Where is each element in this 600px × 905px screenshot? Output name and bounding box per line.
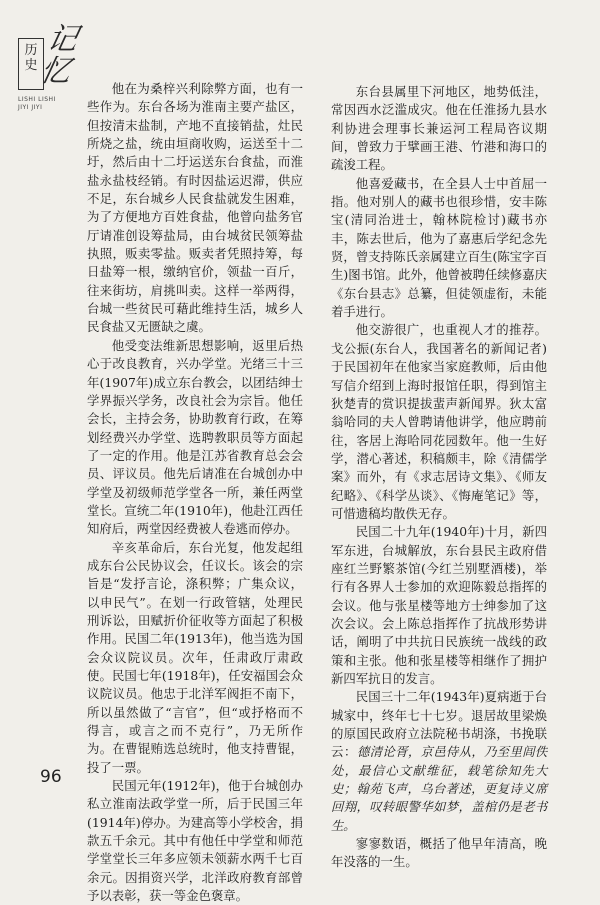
logo-script-char: 记 [43,22,82,57]
paragraph: 民国二十九年(1940年)十月，新四军东进，台城解放，东台县民主政府借座红兰野繁茶馆(今红兰别墅酒楼)，举行有各界人士参加的欢迎陈毅总指挥的会议。他与张星楼等地方士绅参加了这次会议。会上陈总指挥作了抗战形势讲话，阐明了中共抗日民族统一战线的政策和主张。他和张星楼等相继作了拥护新四军抗日的发言。 [331,524,547,686]
paragraph: 他受变法维新思想影响，返里后热心于改良教育，兴办学堂。光绪三十三年(1907年)成立东台教会，以团结绅士学界振兴学务，改良社会为宗旨。他任会长，主持会务，协助教育行政，在筹划经费兴办学堂、选聘教职员等方面起了一定的作用。他是江苏省教育总会会员、评议员。他先后请准在台城创办中学堂及初级师范学堂各一所，兼任两堂堂长。宣统二年(1910年)，他赴江西任知府后，两堂因经费被人卷逃而停办。 [87,337,303,537]
logo-box-char: 史 [24,58,38,73]
closing-paragraph: 寥寥数语，概括了他早年清高，晚年没落的一生。 [331,836,547,870]
logo-script-char: 忆 [36,54,75,89]
page-number: 96 [40,767,62,787]
right-text-column [331,83,547,872]
logo-script [37,24,91,88]
paragraph-with-couplet [331,688,547,835]
logo-box-char: 历 [24,43,38,58]
section-logo [18,24,82,112]
elegiac-couplet: 德清论胥，京邑侍从，乃至里闾佚处，最信心文献维征，载笔徐知先大史；翰苑飞声，乌台著述，更复诗义席回翔，叹转眼警华如梦，盖棺仍是老书生。 [331,744,548,833]
paragraph-text: 民国三十二年(1943年)夏病逝于台城家中，终年七十七岁。退居故里梁焕的原国民政府立法院秘书胡涤，书挽联云： [331,689,547,760]
paragraph: 东台县属里下河地区，地势低洼，常因西水泛滥成灾。他在任淮扬九县水利协进会理事长兼运河工程局咨议期间，曾致力于擘画王港、竹港和海口的疏浚工程。 [331,84,547,173]
left-text-column [87,80,303,905]
paragraph: 他在为桑梓兴利除弊方面，也有一些作为。东台各场为淮南主要产盐区，但按清末盐制，产地不直接销盐，灶民所烧之盐，统由垣商收购，运送至十二圩，然后由十二圩运送东台食盐，而淮盐永盐枝经销。有时因盐运迟滞，供应不足，东台城乡人民食盐就发生困难，为了方便地方百姓食盐，他曾向盐务官厅请准创设筹盐局，由台城贫民领筹盐执照，贩卖零盐。贩卖者凭照持筹，每日盐筹一根，缴纳官价，领盐一百斤，往来街坊，肩挑叫卖。这样一举两得，台城一些贫民可藉此维持生活，城乡人民食盐又无匮缺之虞。 [87,81,303,335]
paragraph: 他交游很广，也重视人才的推荐。戈公振(东台人，我国著名的新闻记者)于民国初年在他家当家庭教师，后由他写信介绍到上海时报馆任职，得到馆主狄楚青的赏识提拔蜚声新闻界。狄太富翁哈同的夫人曾聘请他讲学，他应聘前往，客居上海哈同花园数年。他一生好学，潜心著述，积稿颇丰，除《清儒学案》而外，有《求志居诗文集》、《师友纪略》、《科学丛谈》、《悔庵笔记》等，可惜遗稿均散佚无存。 [331,322,547,521]
paragraph: 他喜爱藏书，在全县人士中首屈一指。他对别人的藏书也很珍惜，安丰陈宝(清同治进士，翰林院检讨)藏书亦丰，陈去世后，他为了嘉惠后学纪念先贤，曾支持陈氏亲属建立百生(陈宝字百生)图书馆。此外，他曾被聘任续修嘉庆《东台县志》总纂，但徒领虚衔，未能着手进行。 [331,175,547,320]
logo-pinyin [18,96,56,112]
logo-pinyin-line: LISHI LISHI [18,96,56,103]
paragraph: 辛亥革命后，东台光复，他发起组成东台公民协议会，任议长。该会的宗旨是“发抒言论，涤积弊；广集众议，以申民气”。在划一行政管辖，处理民刑诉讼，田赋折价征收等方面起了积极作用。民国二年(1913年)，他当选为国会众议院议员。次年，任肃政厅肃政使。民国七年(1918年)，任安福国会众议院议员。他忠于北洋军阀拒不南下，所以虽然做了“言官”，但“或抒格而不得言，或言之而不克行”，乃无所作为。在曹锟贿选总统时，他支持曹锟，投了一票。 [87,539,303,775]
paragraph: 民国元年(1912年)，他于台城创办私立淮南法政学堂一所，后于民国三年(1914年)停办。为建高等小学校舍，捐款五千余元。其中有他任中学堂和师范学堂堂长三年多应领未领薪水两千七百余元。因捐资兴学，北洋政府教育部曾予以表彰，获一等金色褒章。 [87,778,303,904]
logo-pinyin-line: JIYI JIYI [18,104,43,111]
